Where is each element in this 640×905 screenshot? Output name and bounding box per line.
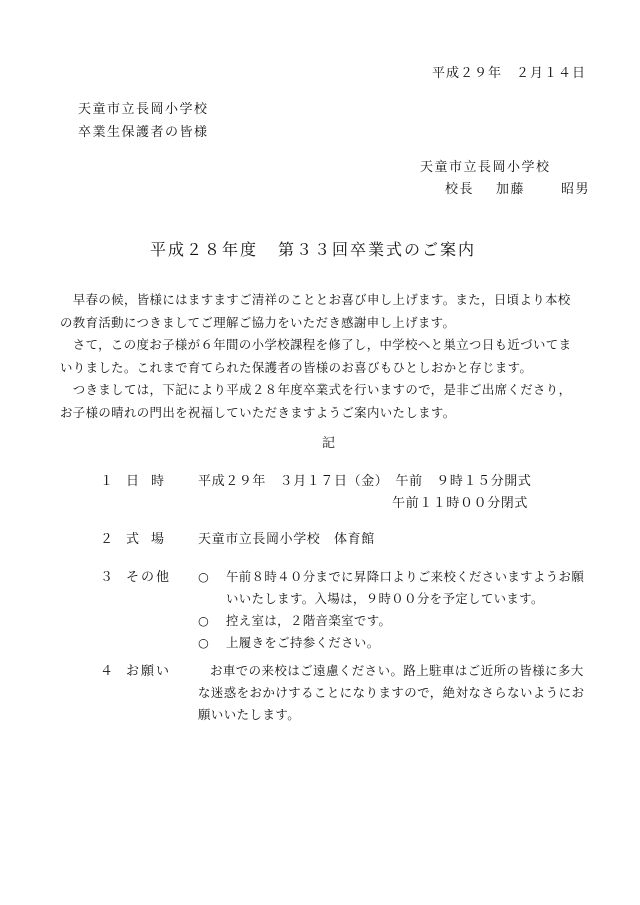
- request-text: [198, 660, 585, 726]
- sender-given-name: 昭男: [561, 182, 591, 197]
- item-value-datetime: 平成２９年 ３月１７日（金） 午前 ９時１５分開式: [198, 474, 532, 489]
- item-label-venue: 式場: [126, 532, 177, 547]
- body-line: お子様の晴れの門出を祝福していただきますようご案内いたします。: [60, 404, 456, 420]
- request-line: な迷惑をおかけすることになりますので，絶対なさらないようにお: [198, 685, 585, 700]
- circle-bullet-icon: ○: [198, 635, 210, 650]
- document-date: 平成２９年 ２月１４日: [432, 66, 587, 81]
- request-line: お車での来校はご遠慮ください。路上駐車はご近所の皆様に多大: [210, 663, 584, 678]
- list-item: ○ 午前８時４０分までに昇降口よりご来校くださいますようお願: [198, 566, 584, 588]
- item-label-other: その他: [126, 570, 172, 585]
- body-line: さて，この度お子様が６年間の小学校課程を修了し，中学校へと巣立つ日も近づいてま: [60, 337, 572, 352]
- list-item: ○ 控え室は，２階音楽室です。: [198, 610, 584, 632]
- body-line: の教育活動につきましてご理解ご協力をいただき感謝申し上げます。: [60, 314, 456, 330]
- request-line: 願いいたします。: [198, 707, 301, 722]
- body-line: つきましては，下記により平成２８年度卒業式を行いますので，是非ご出席くださり，: [60, 382, 572, 397]
- list-item-continuation: いいたします。入場は，９時００分を予定しています。: [226, 591, 544, 606]
- item-label-datetime: 日時: [126, 474, 177, 489]
- body-line: いりました。これまで育てられた保護者の皆様のお喜びもひとしおかと存じます。: [60, 359, 533, 375]
- title-main: 第３３回卒業式のご案内: [278, 240, 477, 259]
- item-number: ３: [100, 570, 114, 585]
- circle-bullet-icon: ○: [198, 569, 210, 584]
- body-line: 早春の候，皆様にはますますご清祥のこととお喜び申し上げます。また，日頃より本校: [60, 292, 571, 307]
- sender-school: 天童市立長岡小学校: [420, 160, 551, 175]
- other-notes-list: [198, 566, 584, 654]
- circle-bullet-icon: ○: [198, 613, 210, 628]
- item-value-closing-time: 午前１１時００分閉式: [392, 496, 529, 511]
- sender-title: 校長: [445, 182, 475, 197]
- ki-heading: 記: [322, 436, 336, 451]
- recipient-school: 天童市立長岡小学校: [78, 102, 209, 117]
- title-year: 平成２８年度: [150, 240, 259, 259]
- item-number: １: [100, 474, 114, 489]
- sender-principal: [445, 178, 590, 197]
- item-value-venue: 天童市立長岡小学校 体育館: [198, 532, 375, 547]
- list-item: ○ 上履きをご持参ください。: [198, 632, 584, 654]
- item-number: ２: [100, 532, 114, 547]
- item-label-request: お願い: [126, 664, 172, 679]
- recipient-parents: 卒業生保護者の皆様: [78, 125, 209, 140]
- item-number: ４: [100, 664, 114, 679]
- body-text: [60, 289, 595, 424]
- sender-surname: 加藤: [496, 182, 526, 197]
- document-title: [150, 237, 476, 260]
